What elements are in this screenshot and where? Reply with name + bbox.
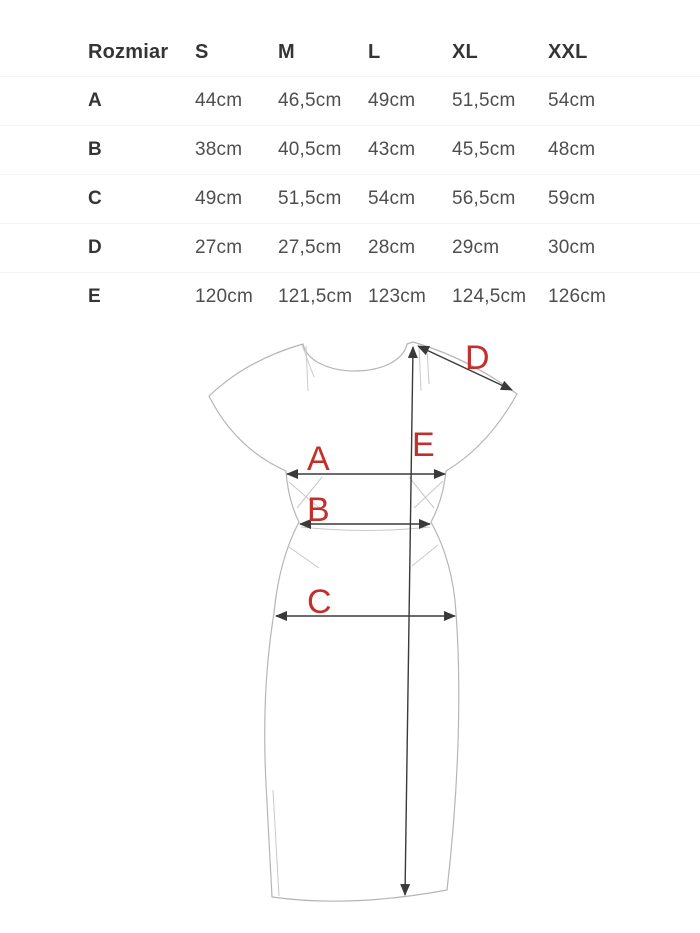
measurement-value: 27cm (195, 237, 243, 258)
measurement-value: 51,5cm (452, 90, 516, 111)
header-size-xl: XL (452, 40, 478, 63)
measurement-value: 30cm (548, 237, 596, 258)
diagram-label-b: B (307, 491, 330, 529)
header-size-l: L (368, 40, 381, 63)
right-hip-dart (412, 545, 438, 566)
measurement-value: 40,5cm (278, 139, 342, 160)
measurement-value: 29cm (452, 237, 500, 258)
header-size-m: M (278, 40, 295, 63)
measurement-value: 121,5cm (278, 286, 353, 307)
diagram-label-d: D (465, 339, 490, 377)
measurement-value: 56,5cm (452, 188, 516, 209)
measurement-value: 43cm (368, 139, 416, 160)
measurement-value: 49cm (195, 188, 243, 209)
row-label: D (88, 237, 102, 258)
row-label: E (88, 286, 101, 307)
diagram-label-c: C (307, 583, 332, 621)
row-label: A (88, 90, 102, 111)
measurement-value: 45,5cm (452, 139, 516, 160)
hem-slit-line (273, 790, 279, 896)
measurement-value: 28cm (368, 237, 416, 258)
diagram-label-a: A (307, 440, 330, 478)
measurement-value: 49cm (368, 90, 416, 111)
header-size-xxl: XXL (548, 40, 588, 63)
measurement-value: 120cm (195, 286, 254, 307)
left-hip-dart (289, 547, 319, 568)
row-label: C (88, 188, 102, 209)
measurement-value: 48cm (548, 139, 596, 160)
measurement-value: 123cm (368, 286, 427, 307)
left-shoulder-seam (302, 345, 314, 377)
measurement-value: 59cm (548, 188, 596, 209)
measurement-value: 51,5cm (278, 188, 342, 209)
row-label: B (88, 139, 102, 160)
right-shoulder-seam (419, 346, 421, 391)
measurement-value: 46,5cm (278, 90, 342, 111)
measurement-value: 38cm (195, 139, 243, 160)
measurement-value: 124,5cm (452, 286, 527, 307)
right-shoulder-seam (427, 347, 429, 384)
header-size-s: S (195, 40, 209, 63)
measurement-value: 54cm (548, 90, 596, 111)
diagram-label-e: E (412, 426, 435, 464)
measurement-value: 27,5cm (278, 237, 342, 258)
measurement-value: 126cm (548, 286, 607, 307)
dress-outline (209, 342, 517, 901)
measurement-value: 44cm (195, 90, 243, 111)
measurement-value: 54cm (368, 188, 416, 209)
table-title: Rozmiar (88, 40, 169, 63)
